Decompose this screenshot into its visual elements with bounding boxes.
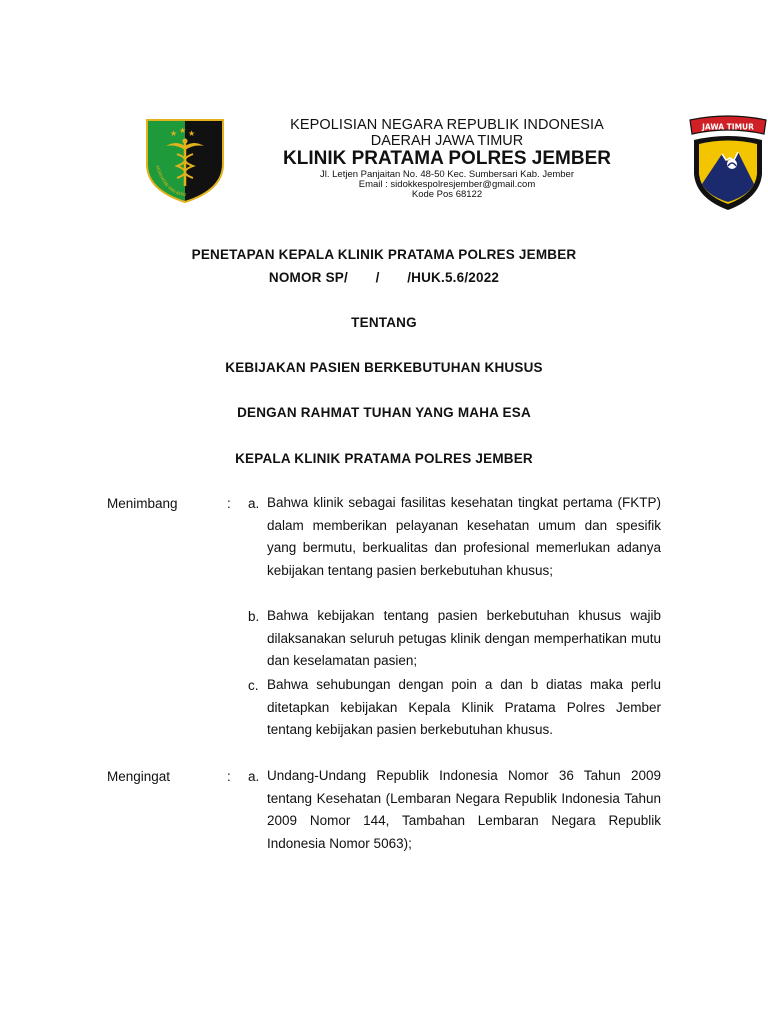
mengingat-label: Mengingat — [107, 769, 171, 784]
mengingat-item-a-text: Undang-Undang Republik Indonesia Nomor 36 Tahun 2009 tentang Kesehatan (Lembaran Negara Republik Indonesia Tahun 2009 Nomor 144, Tambahan Lembaran Negara Republik Indonesia Nomor 5063); — [267, 768, 661, 852]
svg-text:★: ★ — [179, 126, 187, 135]
tentang-heading: TENTANG — [351, 315, 417, 330]
menimbang-item-b-text: Bahwa kebijakan tentang pasien berkebutuhan khusus wajib dilaksanakan seluruh petugas klinik dengan memperhatikan mutu dan keselamatan pasien; — [267, 608, 661, 669]
svg-text:JAWA TIMUR: JAWA TIMUR — [702, 122, 754, 132]
clinic-name: KLINIK PRATAMA POLRES JEMBER — [283, 148, 611, 169]
menimbang-item-c-letter: c. — [248, 678, 259, 693]
clinic-email: Email : sidokkespolresjember@gmail.com — [358, 179, 536, 190]
mengingat-colon: : — [227, 769, 231, 784]
clinic-address: Jl. Letjen Panjaitan No. 48-50 Kec. Sumbersari Kab. Jember — [320, 169, 574, 180]
menimbang-colon: : — [227, 496, 231, 511]
polda-jatim-emblem-icon — [688, 114, 768, 214]
decree-subject: KEBIJAKAN PASIEN BERKEBUTUHAN KHUSUS — [225, 360, 543, 375]
menimbang-label: Menimbang — [107, 496, 178, 511]
institution-name: KEPOLISIAN NEGARA REPUBLIK INDONESIA — [290, 117, 604, 133]
menimbang-item-a-letter: a. — [248, 496, 260, 511]
svg-text:★: ★ — [188, 129, 196, 138]
menimbang-item-c-text: Bahwa sehubungan dengan poin a dan b diatas maka perlu ditetapkan kebijakan Kepala Klinik Pratama Polres Jember tentang kebijakan pasien berkebutuhan khusus. — [267, 677, 661, 738]
authority-heading: KEPALA KLINIK PRATAMA POLRES JEMBER — [235, 451, 533, 466]
clinic-postcode: Kode Pos 68122 — [411, 189, 483, 200]
mengingat-item-a-letter: a. — [248, 769, 260, 784]
blessing-heading: DENGAN RAHMAT TUHAN YANG MAHA ESA — [237, 405, 531, 420]
decree-title: PENETAPAN KEPALA KLINIK PRATAMA POLRES JEMBER — [191, 247, 577, 262]
menimbang-item-b-letter: b. — [248, 609, 260, 624]
decree-number: NOMOR SP/ / /HUK.5.6/2022 — [268, 270, 500, 285]
svg-text:★: ★ — [170, 129, 178, 138]
svg-text:KESEHATAN DAN KEPOLISIAN: KESEHATAN DAN KEPO — [155, 164, 187, 198]
region-name: DAERAH JAWA TIMUR — [370, 133, 524, 149]
menimbang-item-a-text: Bahwa klinik sebagai fasilitas kesehatan tingkat pertama (FKTP) dalam memberikan pelayanan kesehatan umum dan spesifik yang bermutu, berkualitas dan profesional memerlukan adanya kebijakan tentang pasien berkebutuhan khusus; — [267, 495, 661, 579]
